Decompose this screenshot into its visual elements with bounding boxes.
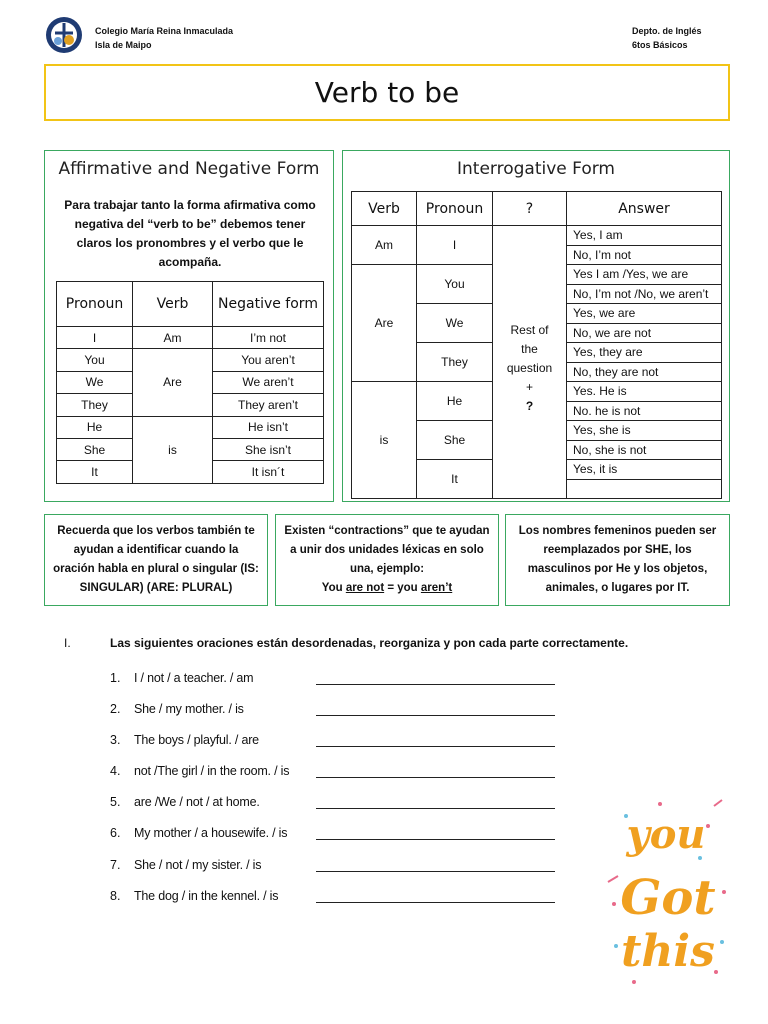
header-verb: Verb — [352, 192, 417, 226]
rest-line: ? — [525, 399, 534, 413]
pronoun-cell: It — [57, 461, 133, 483]
interrogative-panel-title: Interrogative Form — [457, 159, 615, 179]
exercise-item-number: 5. — [110, 795, 121, 809]
exercise-item-text: not /The girl / in the room. / is — [134, 764, 290, 778]
negative-cell: We aren’t — [213, 371, 324, 393]
negative-cell: They aren’t — [213, 394, 324, 416]
table-row — [57, 327, 324, 349]
affirmative-negative-panel — [44, 150, 334, 502]
interrogative-panel — [342, 150, 730, 502]
exercise-item-number: 4. — [110, 764, 121, 778]
header-negative-form: Negative form — [213, 282, 324, 327]
exercise-number: I. — [64, 636, 71, 650]
header-answer: Answer — [567, 192, 722, 226]
note-contractions-example-full: are not — [345, 582, 385, 594]
answer-cell: No, she is not — [567, 440, 722, 460]
interrogative-table — [351, 191, 722, 499]
exercise-item-text: The boys / playful. / are — [134, 733, 259, 747]
exercise-item-number: 3. — [110, 733, 121, 747]
pronoun-cell: She — [417, 421, 493, 460]
answer-cell — [567, 479, 722, 499]
department — [632, 24, 702, 52]
answer-cell: Yes, it is — [567, 460, 722, 480]
affirmative-panel-title: Affirmative and Negative Form — [58, 159, 320, 179]
exercise-instruction: Las siguientes oraciones están desordenadas, reorganiza y pon cada parte correctamente. — [110, 636, 629, 650]
exercise-item-text: She / not / my sister. / is — [134, 858, 262, 872]
pronoun-cell: She — [57, 438, 133, 460]
note-contractions — [275, 514, 499, 606]
answer-line[interactable] — [316, 715, 555, 716]
school-logo — [45, 16, 83, 54]
pronoun-cell: It — [417, 460, 493, 499]
exercise-item-number: 8. — [110, 889, 121, 903]
answer-line[interactable] — [316, 746, 555, 747]
note-contractions-example-eq: = you — [384, 582, 421, 594]
header-verb: Verb — [133, 282, 213, 327]
answer-cell: Yes, she is — [567, 421, 722, 441]
pronoun-cell: He — [417, 382, 493, 421]
exercise-item-number: 1. — [110, 671, 121, 685]
table-row — [57, 349, 324, 371]
answer-cell: No, they are not — [567, 362, 722, 382]
answer-line[interactable] — [316, 777, 555, 778]
pronoun-cell: I — [57, 327, 133, 349]
pronoun-cell: They — [417, 343, 493, 382]
negative-cell: He isn’t — [213, 416, 324, 438]
table-row — [57, 416, 324, 438]
answer-cell: Yes I am /Yes, we are — [567, 265, 722, 285]
exercise-item-text: My mother / a housewife. / is — [134, 826, 288, 840]
negative-cell: You aren’t — [213, 349, 324, 371]
header-pronoun: Pronoun — [417, 192, 493, 226]
header-question: ? — [493, 192, 567, 226]
header-pronoun: Pronoun — [57, 282, 133, 327]
rest-line: + — [525, 380, 533, 394]
exercise-item-number: 7. — [110, 858, 121, 872]
rest-of-question-cell — [493, 226, 567, 499]
answer-line[interactable] — [316, 839, 555, 840]
pronoun-cell: You — [57, 349, 133, 371]
table-row — [352, 226, 722, 246]
exercise-item-text: I / not / a teacher. / am — [134, 671, 254, 685]
answer-cell: No, I’m not /No, we aren’t — [567, 284, 722, 304]
answer-cell: Yes, we are — [567, 304, 722, 324]
rest-line: Rest of — [510, 323, 549, 337]
you-got-this-sticker — [604, 796, 734, 992]
answer-line[interactable] — [316, 808, 555, 809]
negative-cell: I’m not — [213, 327, 324, 349]
verb-cell: is — [352, 382, 417, 499]
sticker-word-this: this — [621, 926, 715, 977]
pronoun-cell: We — [417, 304, 493, 343]
exercise-item-text: are /We / not / at home. — [134, 795, 260, 809]
affirmative-intro: Para trabajar tanto la forma afirmativa como negativa del “verb to be” debemos tener claros los pronombres y el verbo que le acompaña. — [64, 198, 316, 269]
rest-line: the — [521, 342, 538, 356]
negative-cell: It isn´t — [213, 461, 324, 483]
answer-cell: No, I’m not — [567, 245, 722, 265]
exercise-item-number: 2. — [110, 702, 121, 716]
affirmative-table — [56, 281, 324, 484]
verb-cell: is — [133, 416, 213, 483]
exercise-item-number: 6. — [110, 826, 121, 840]
sticker-word-you: you — [626, 811, 706, 858]
exercise-item-text: The dog / in the kennel. / is — [134, 889, 279, 903]
note-plural-singular: Recuerda que los verbos también te ayudan a identificar cuando la oración habla en plural o singular (IS: SINGULAR) (ARE: PLURAL) — [44, 514, 268, 606]
pronoun-cell: You — [417, 265, 493, 304]
answer-line[interactable] — [316, 902, 555, 903]
verb-cell: Are — [133, 349, 213, 416]
school-name-line2: Isla de Maipo — [95, 40, 152, 50]
sticker-word-got: Got — [620, 870, 716, 926]
school-name — [95, 24, 233, 52]
answer-line[interactable] — [316, 871, 555, 872]
rest-line: question — [506, 361, 553, 375]
note-contractions-example: You — [321, 582, 346, 594]
verb-cell: Are — [352, 265, 417, 382]
answer-cell: No, we are not — [567, 323, 722, 343]
verb-cell: Am — [352, 226, 417, 265]
pronoun-cell: They — [57, 394, 133, 416]
note-contractions-text: Existen “contractions” que te ayudan a unir dos unidades léxicas en solo una, ejemplo: — [284, 525, 490, 575]
verb-cell: Am — [133, 327, 213, 349]
answer-cell: Yes, I am — [567, 226, 722, 246]
answer-cell: No. he is not — [567, 401, 722, 421]
answer-cell: Yes. He is — [567, 382, 722, 402]
exercise-item-text: She / my mother. / is — [134, 702, 244, 716]
page-title: Verb to be — [44, 64, 730, 121]
negative-cell: She isn’t — [213, 438, 324, 460]
pronoun-cell: We — [57, 371, 133, 393]
school-name-line1: Colegio María Reina Inmaculada — [95, 26, 234, 36]
answer-line[interactable] — [316, 684, 555, 685]
note-contractions-example-short: aren’t — [420, 582, 453, 594]
note-pronoun-replacement: Los nombres femeninos pueden ser reemplazados por SHE, los masculinos por He y los objetos, animales, o lugares por IT. — [505, 514, 730, 606]
pronoun-cell: I — [417, 226, 493, 265]
pronoun-cell: He — [57, 416, 133, 438]
answer-cell: Yes, they are — [567, 343, 722, 363]
department-line2: 6tos Básicos — [632, 40, 688, 50]
department-line1: Depto. de Inglés — [632, 26, 702, 36]
